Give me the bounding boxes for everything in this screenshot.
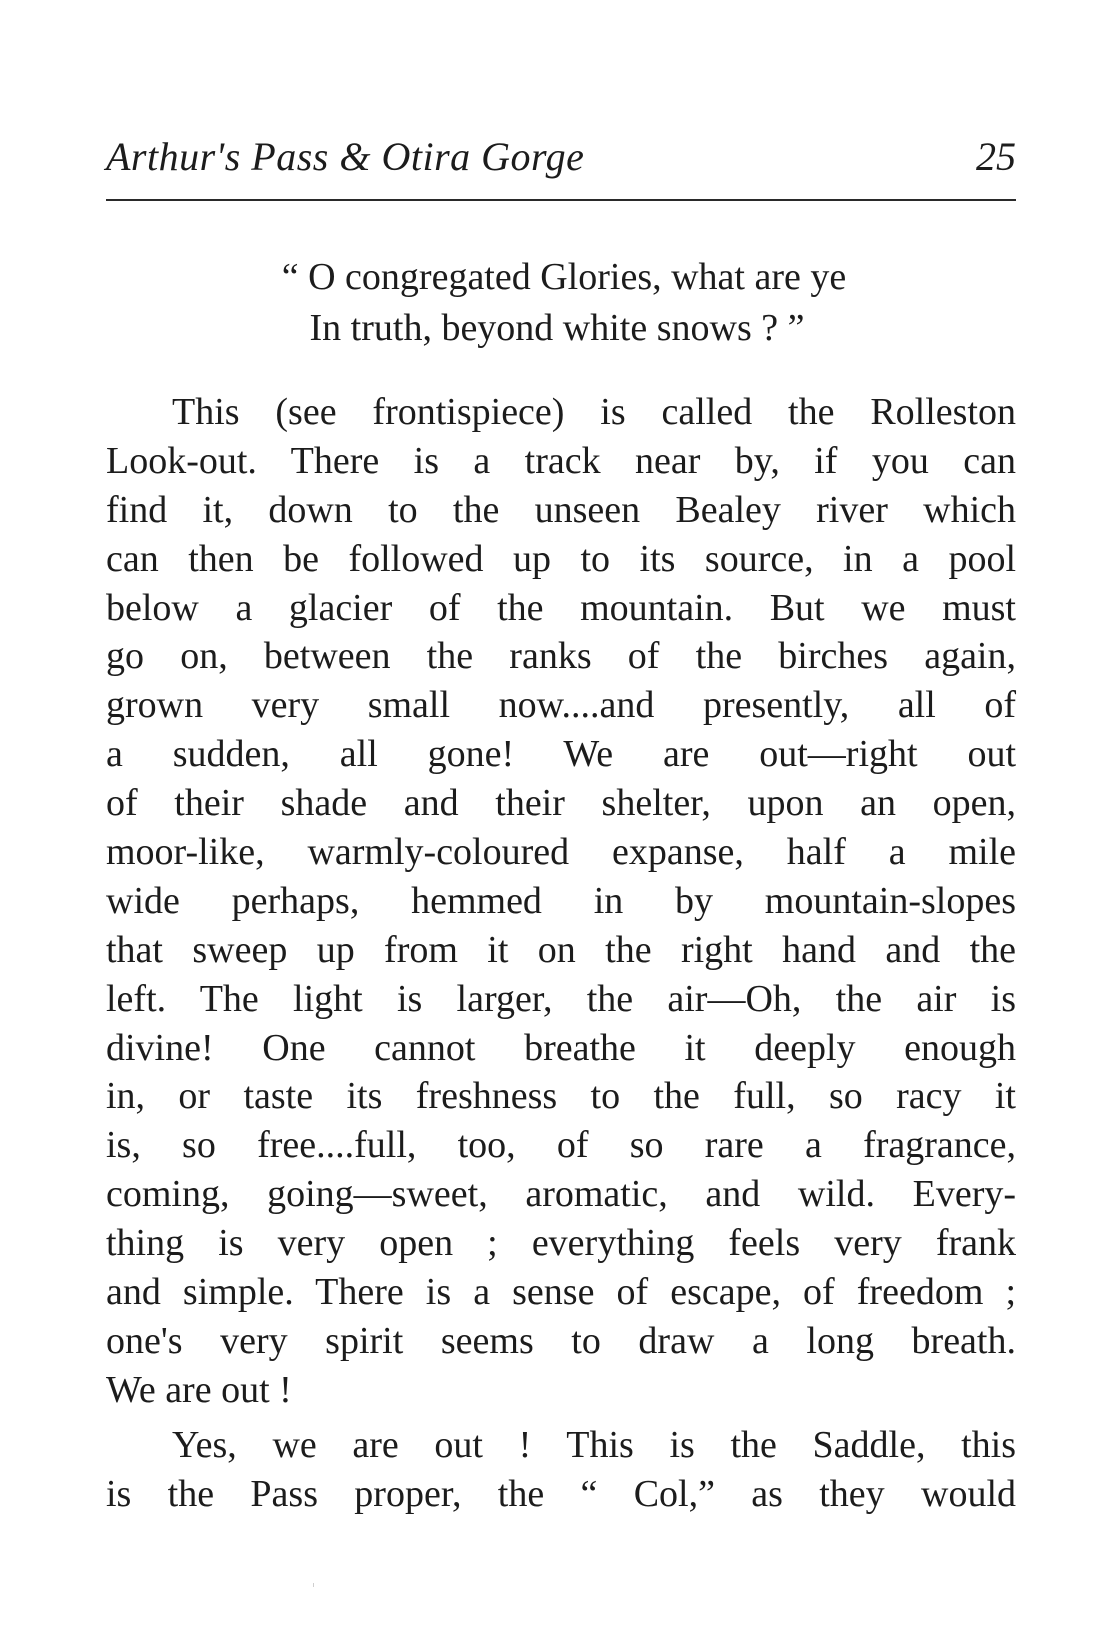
text-line: is, so free....full, too, of so rare a fragrance, xyxy=(106,1124,1016,1167)
verse-quote xyxy=(0,252,1114,354)
text-line: one's very spirit seems to draw a long breath. xyxy=(106,1319,1016,1362)
verse-line: “ O congregated Glories, what are ye xyxy=(281,256,847,298)
text-line: divine! One cannot breathe it deeply enough xyxy=(106,1026,1016,1069)
text-line: Yes, we are out ! This is the Saddle, this xyxy=(172,1423,1016,1466)
running-head xyxy=(106,133,1016,193)
running-title: Arthur's Pass & Otira Gorge xyxy=(106,134,585,179)
text-line: that sweep up from it on the right hand and the xyxy=(106,928,1016,971)
text-line: coming, going—sweet, aromatic, and wild. Every- xyxy=(106,1173,1016,1216)
body-text xyxy=(106,388,1016,1518)
text-line: grown very small now....and presently, all of xyxy=(106,684,1016,727)
text-line: can then be followed up to its source, in a pool xyxy=(106,537,1016,580)
verse-line: In truth, beyond white snows ? ” xyxy=(309,307,805,349)
text-line: below a glacier of the mountain. But we must xyxy=(106,586,1016,629)
text-line: Look-out. There is a track near by, if you can xyxy=(106,439,1016,482)
text-line: thing is very open ; everything feels very frank xyxy=(106,1222,1016,1265)
text-line: of their shade and their shelter, upon an open, xyxy=(106,782,1016,825)
text-line: a sudden, all gone! We are out—right out xyxy=(106,733,1016,776)
text-line: moor-like, warmly-coloured expanse, half a mile xyxy=(106,831,1016,874)
text-line: in, or taste its freshness to the full, so racy it xyxy=(106,1075,1016,1118)
text-line: and simple. There is a sense of escape, of freedom ; xyxy=(106,1271,1016,1314)
text-line: is the Pass proper, the “ Col,” as they would xyxy=(106,1472,1016,1515)
header-rule xyxy=(106,199,1016,201)
text-line: left. The light is larger, the air—Oh, the air is xyxy=(106,977,1016,1020)
text-line: go on, between the ranks of the birches again, xyxy=(106,635,1016,678)
print-speck xyxy=(313,1583,314,1587)
text-line: We are out ! xyxy=(106,1368,292,1411)
text-line: This (see frontispiece) is called the Rolleston xyxy=(172,391,1016,433)
paragraph xyxy=(106,388,1016,1415)
text-line: wide perhaps, hemmed in by mountain-slopes xyxy=(106,879,1016,922)
page-number: 25 xyxy=(976,134,1016,179)
text-line: find it, down to the unseen Bealey river which xyxy=(106,488,1016,531)
paragraph xyxy=(106,1421,1016,1519)
